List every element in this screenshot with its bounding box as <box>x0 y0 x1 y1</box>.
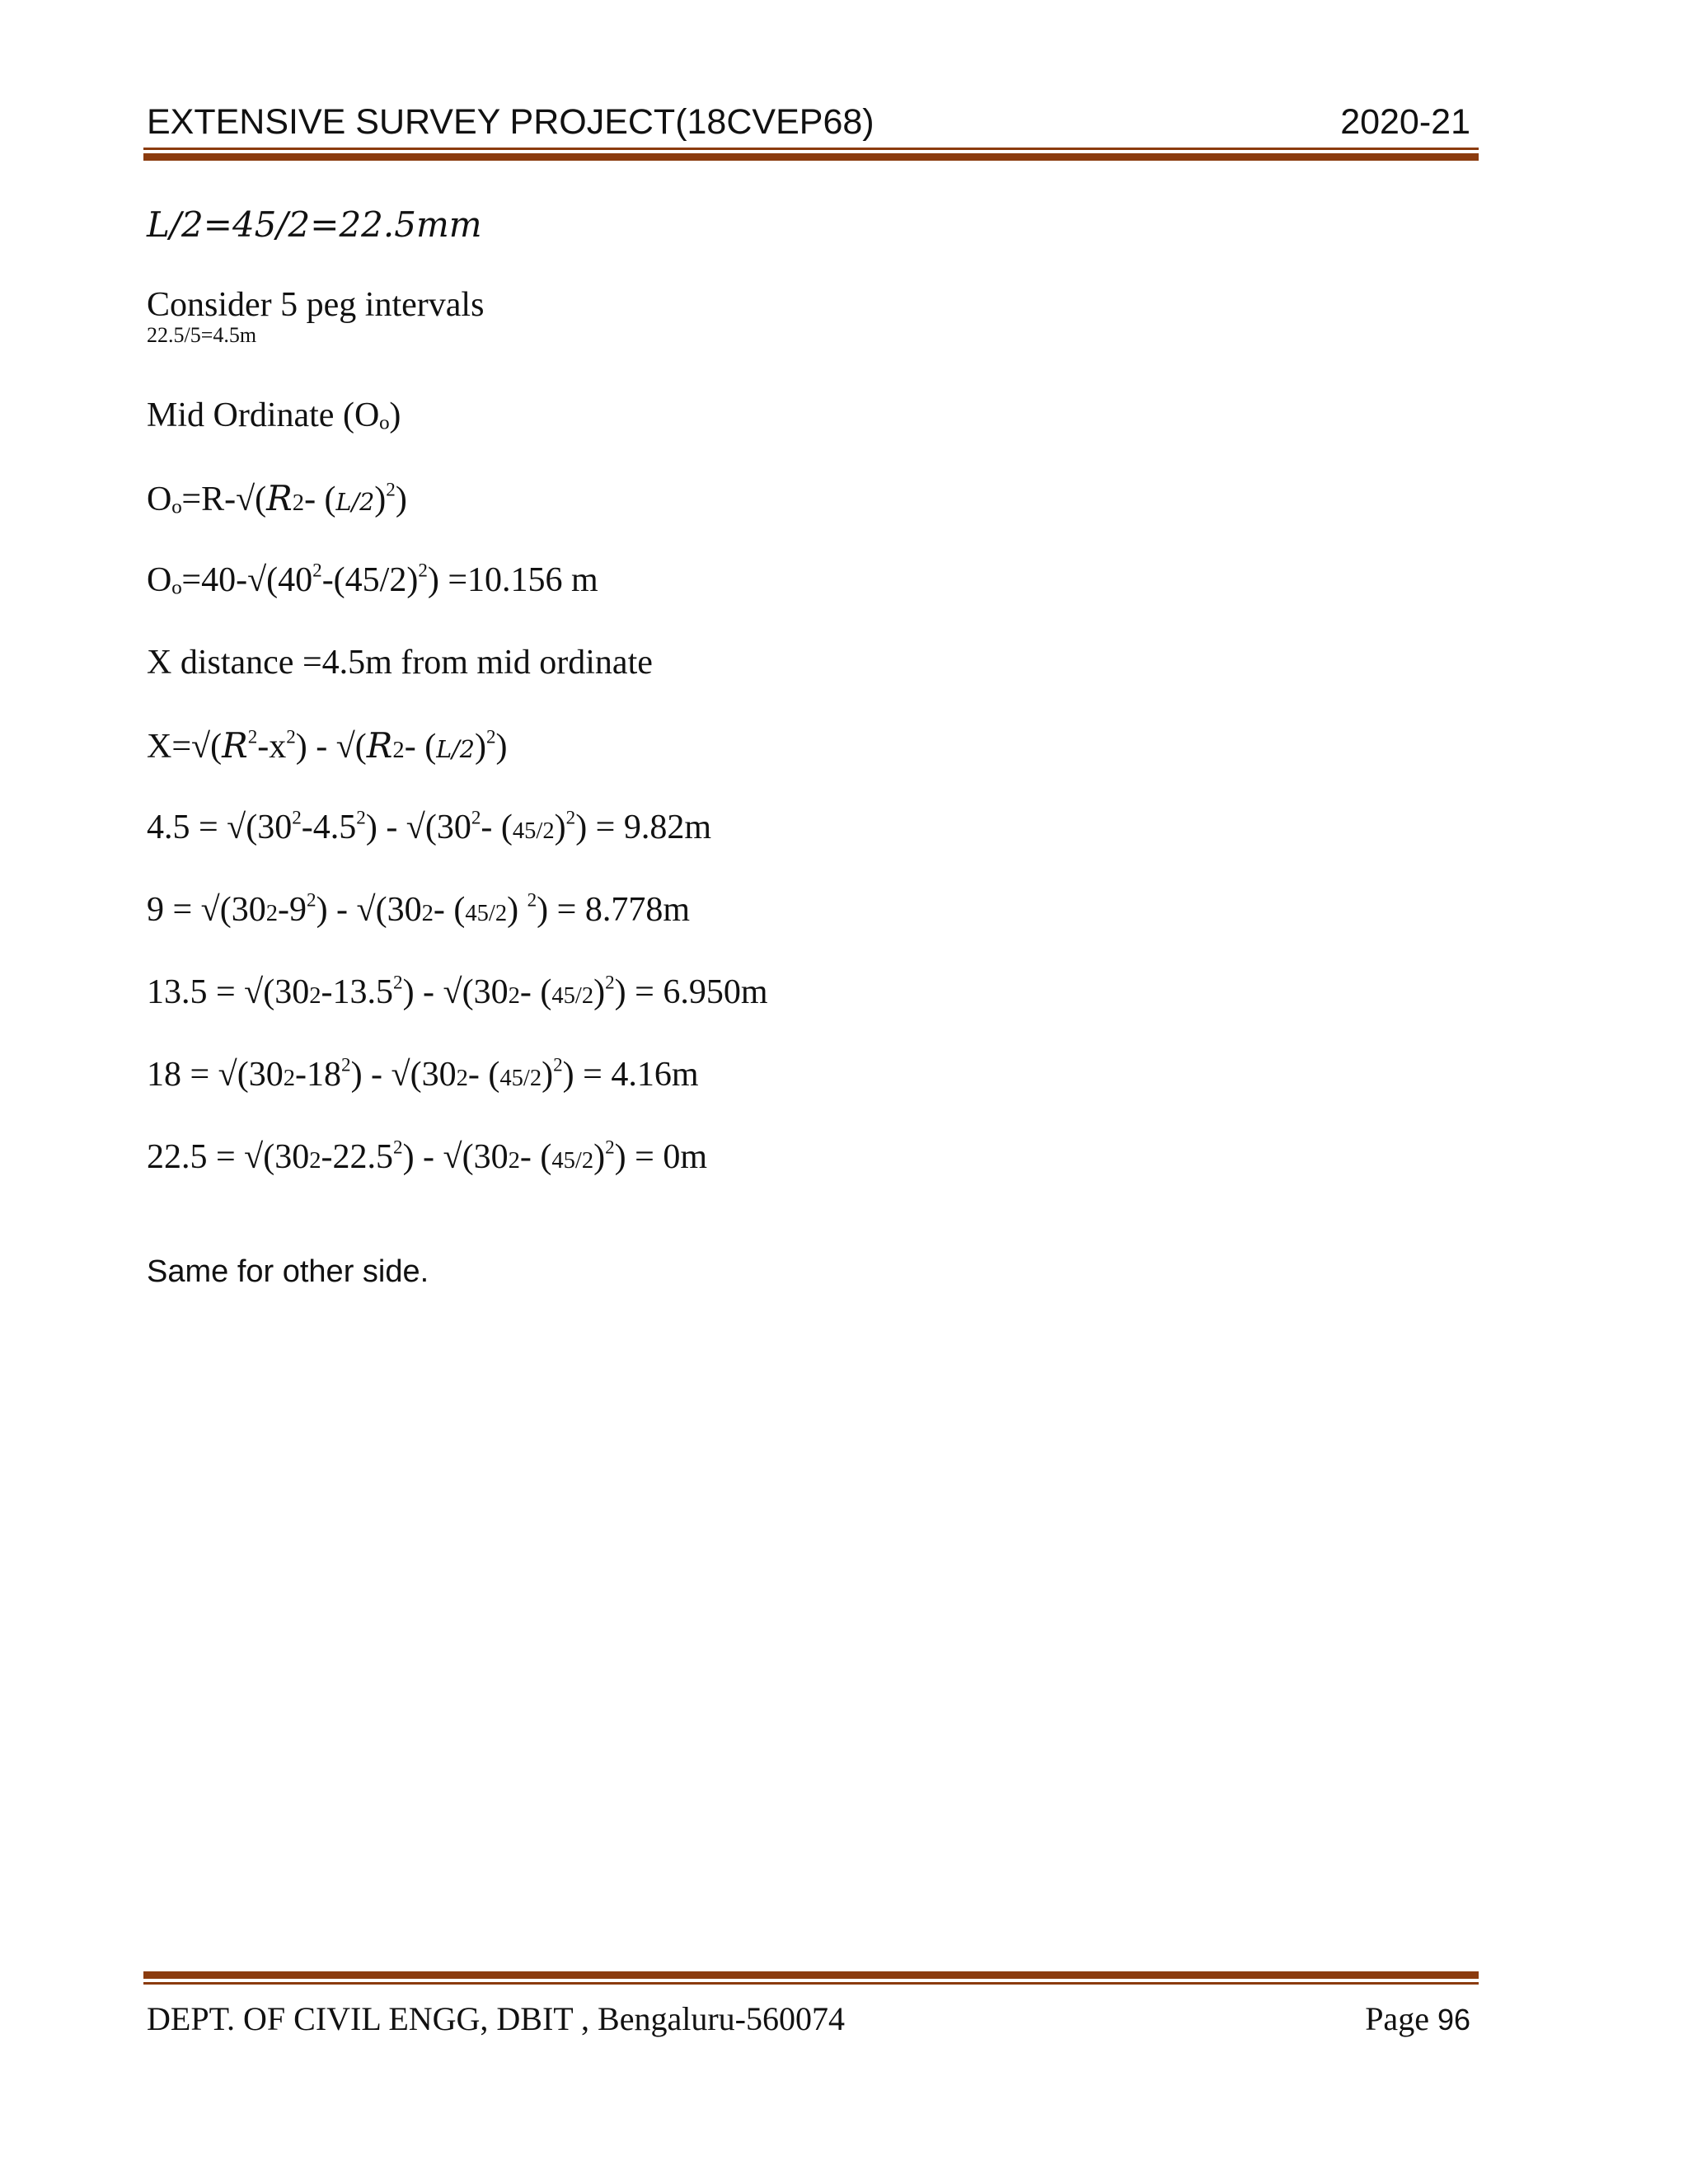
half-length-equation: L/2=45/2=22.5mm <box>147 204 482 245</box>
offset-row: $13.5 = √(302-13.5^2) - √(302-$ $(45/2)^2) = 6.950m$ <box>147 971 768 1011</box>
header-rule-thin <box>143 148 1479 150</box>
footer-page <box>1365 1994 1470 2045</box>
interval-equation: 22.5/5=4.5m <box>147 323 257 347</box>
header-rule-thick <box>143 153 1479 161</box>
x-distance-text: X distance =4.5m from mid ordinate <box>147 644 653 682</box>
page-number: 96 <box>1437 2003 1470 2036</box>
page-label: Page <box>1365 2000 1437 2037</box>
footer-dept: DEPT. OF CIVIL ENGG, DBIT , Bengaluru-560074 <box>147 2000 845 2037</box>
offset-row: $22.5 = √(302-22.5^2) - √(302-$ $(45/2)^2) = 0m$ <box>147 1136 707 1176</box>
mid-ordinate-formula: Oₒ=R-√(R2- $(L/2)^2$) <box>147 478 407 518</box>
mid-ordinate-calculation: $O_o=40-√(40^2-(45/2)^2) =10.156$ m <box>147 559 598 599</box>
offset-row: $9 = √(302-9^2) - √(302-$ (45/2) $^2$) = 8.778m <box>147 888 690 929</box>
header-year: 2020-21 <box>1340 102 1470 142</box>
mid-ordinate-heading: Mid Ordinate (Oₒ) <box>147 396 401 434</box>
x-formula: $X=√(R^2-x^2) - √(R2-$ $(L/2)^2$) <box>147 725 508 766</box>
same-side-text: Same for other side. <box>147 1254 429 1289</box>
footer-rule-thick <box>143 1971 1479 1979</box>
header-title: EXTENSIVE SURVEY PROJECT(18CVEP68) <box>147 102 874 142</box>
offset-row: $18 = √(302-18^2) - √(302-$ $(45/2)^2) = 4.16m$ <box>147 1053 699 1094</box>
consider-text: Consider 5 peg intervals <box>147 286 485 324</box>
footer-rule-thin <box>143 1982 1479 1985</box>
page-header <box>147 97 1475 147</box>
page-footer <box>147 1994 1475 2044</box>
offset-row: $4.5 = √(30^2-4.5^2) - √(30^2-$ $(45/2)^2) = 9.82m$ <box>147 806 712 846</box>
